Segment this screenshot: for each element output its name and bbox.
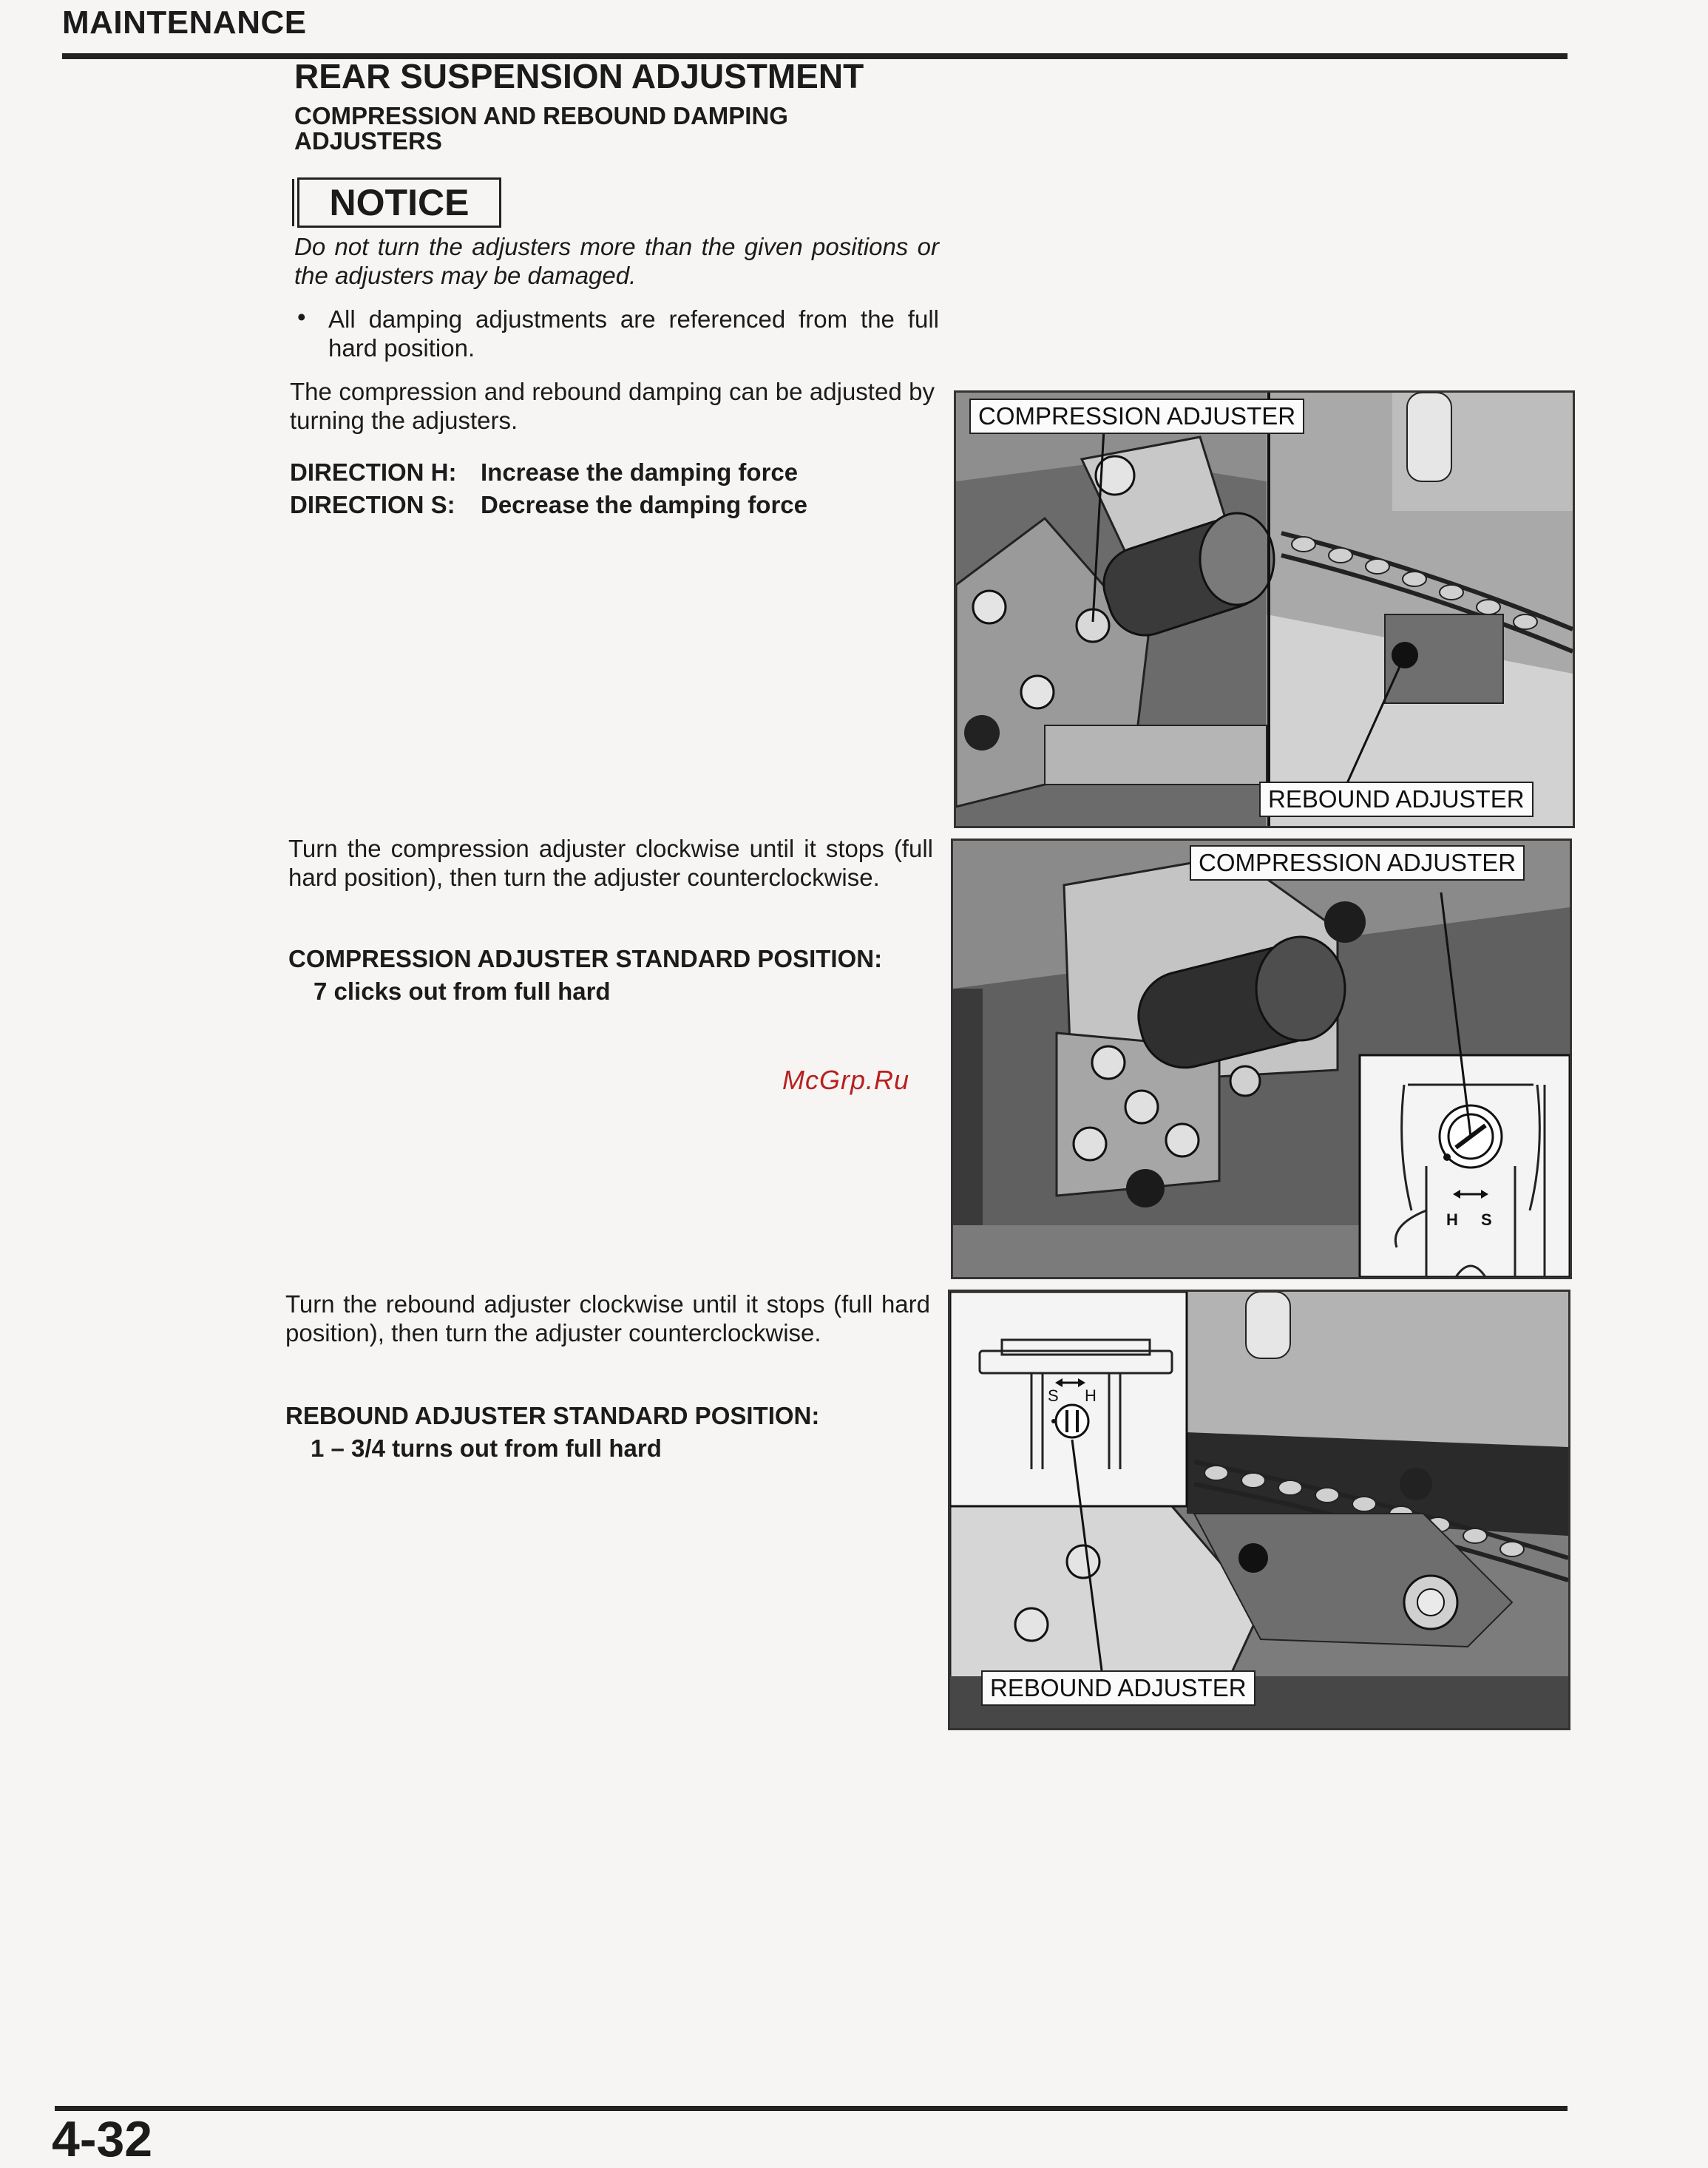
direction-s bbox=[290, 491, 807, 519]
direction-s-value: Decrease the damping force bbox=[481, 491, 807, 518]
compression-instruction: Turn the compression adjuster clockwise until it stops (full hard position), then turn the adjuster counterclockwise. bbox=[288, 835, 933, 891]
direction-h bbox=[290, 458, 798, 487]
rebound-spec-title: REBOUND ADJUSTER STANDARD POSITION: bbox=[285, 1402, 820, 1429]
watermark: McGrp.Ru bbox=[782, 1065, 910, 1095]
compression-spec-title: COMPRESSION ADJUSTER STANDARD POSITION: bbox=[288, 945, 883, 972]
page-title: REAR SUSPENSION ADJUSTMENT bbox=[294, 57, 864, 95]
rebound-instruction: Turn the rebound adjuster clockwise until it stops (full hard position), then turn the adjuster counterclockwise. bbox=[285, 1290, 930, 1346]
figure-2-inset-s: S bbox=[1481, 1210, 1492, 1229]
direction-h-value: Increase the damping force bbox=[481, 458, 799, 486]
figure-1-rebound-label: REBOUND ADJUSTER bbox=[1259, 782, 1534, 817]
section-title: MAINTENANCE bbox=[62, 4, 307, 41]
figure-1-photo bbox=[954, 390, 1575, 828]
rebound-spec-value: 1 – 3/4 turns out from full hard bbox=[311, 1434, 662, 1462]
figure-2-photo bbox=[951, 839, 1572, 1279]
sub-title: COMPRESSION AND REBOUND DAMPING ADJUSTERS bbox=[294, 102, 788, 155]
figure-2-illustration bbox=[953, 841, 1570, 1277]
figure-3-photo bbox=[948, 1290, 1570, 1730]
direction-h-key: DIRECTION H: bbox=[290, 458, 457, 486]
notice-text: Do not turn the adjusters more than the given positions or the adjusters may be damaged. bbox=[294, 233, 939, 289]
figure-3-inset-h: H bbox=[1085, 1386, 1097, 1405]
compression-spec-value: 7 clicks out from full hard bbox=[314, 978, 611, 1005]
bullet-text: All damping adjustments are referenced from the full hard position. bbox=[328, 305, 939, 362]
figure-1-compression-label: COMPRESSION ADJUSTER bbox=[969, 399, 1304, 434]
footer-rule bbox=[55, 2106, 1568, 2111]
intro-text: The compression and rebound damping can be adjusted by turning the adjusters. bbox=[290, 378, 935, 434]
figure-2-compression-label: COMPRESSION ADJUSTER bbox=[1190, 845, 1525, 881]
notice-label: NOTICE bbox=[297, 177, 501, 228]
figure-1-illustration bbox=[956, 393, 1573, 826]
direction-s-key: DIRECTION S: bbox=[290, 491, 455, 518]
bullet-symbol: • bbox=[297, 303, 306, 331]
page-number: 4-32 bbox=[52, 2111, 153, 2167]
figure-3-rebound-label: REBOUND ADJUSTER bbox=[981, 1670, 1255, 1706]
figure-3-illustration bbox=[950, 1292, 1568, 1728]
figure-3-inset-s: S bbox=[1048, 1386, 1059, 1405]
figure-2-inset-h: H bbox=[1446, 1210, 1458, 1229]
